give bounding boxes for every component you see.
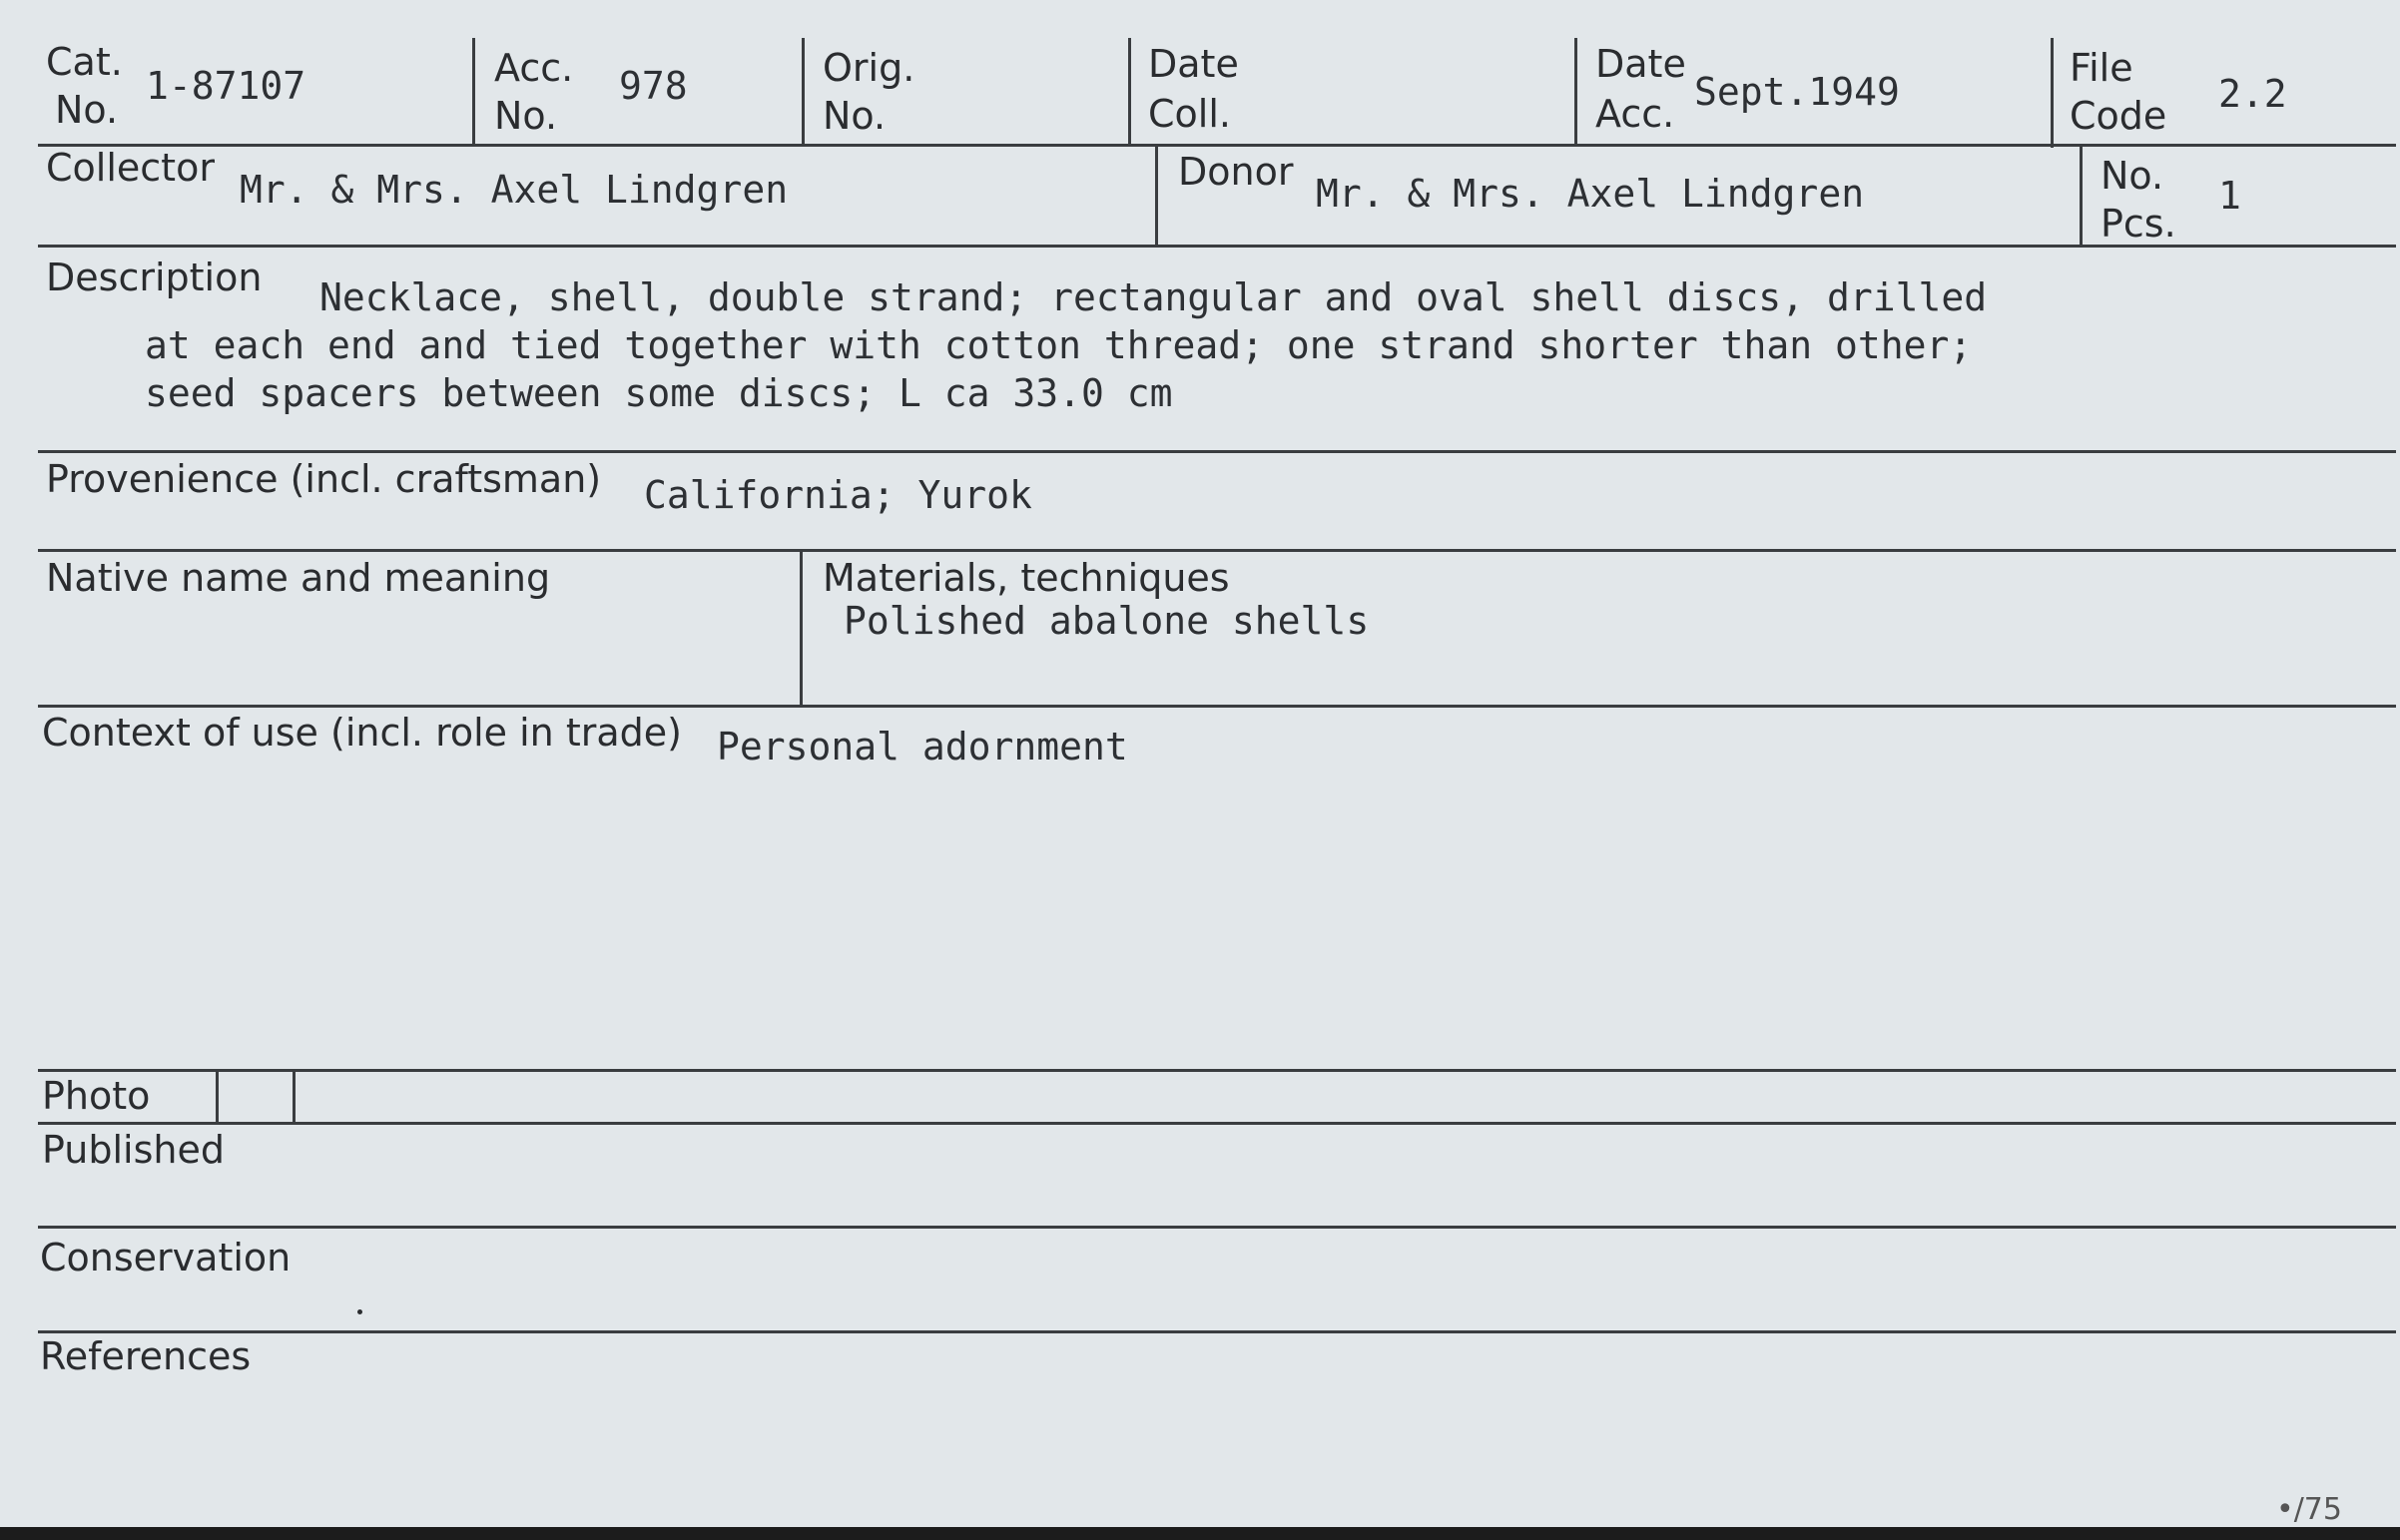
rule-context [38, 1069, 2396, 1072]
provenience-value: California; Yurok [644, 473, 1032, 517]
cat-no-label-bottom: No. [55, 88, 119, 132]
date-coll-label-bottom: Coll. [1148, 92, 1231, 136]
context-label: Context of use (incl. role in trade) [42, 711, 682, 755]
date-acc-label-bottom: Acc. [1595, 92, 1675, 136]
divider-donor-pcs [2080, 144, 2083, 248]
divider-native-materials [800, 549, 803, 708]
provenience-label: Provenience (incl. craftsman) [46, 457, 602, 501]
donor-label: Donor [1178, 150, 1294, 194]
collector-label: Collector [46, 146, 215, 190]
rule-row2 [38, 245, 2396, 248]
date-coll-label-top: Date [1148, 42, 1239, 86]
materials-value: Polished abalone shells [844, 599, 1370, 643]
acc-no-label-top: Acc. [494, 46, 574, 90]
divider-dateacc-file [2051, 38, 2054, 148]
date-acc-label-top: Date [1595, 42, 1686, 86]
pcs-label-bottom: Pcs. [2100, 202, 2176, 246]
description-line-1: Necklace, shell, double strand; rectangular and oval shell discs, drilled [319, 275, 1988, 319]
acc-no-value: 978 [619, 64, 688, 108]
conservation-label: Conservation [40, 1236, 292, 1280]
corner-note: •/75 [2276, 1492, 2342, 1527]
materials-label: Materials, techniques [823, 556, 1230, 600]
divider-collector-donor [1155, 144, 1158, 248]
donor-value: Mr. & Mrs. Axel Lindgren [1316, 172, 1865, 216]
photo-label: Photo [42, 1074, 151, 1118]
rule-description [38, 450, 2396, 453]
native-name-label: Native name and meaning [46, 556, 551, 600]
divider-datecoll-dateacc [1574, 38, 1577, 144]
orig-no-label-top: Orig. [823, 46, 915, 90]
cat-no-label-top: Cat. [46, 40, 123, 84]
file-code-value: 2.2 [2218, 72, 2287, 116]
photo-box [216, 1069, 296, 1124]
description-line-2: at each end and tied together with cotton thread; one strand shorter than other; [145, 323, 1973, 367]
card-bottom-edge [0, 1527, 2400, 1540]
pcs-value: 1 [2218, 174, 2241, 218]
rule-photo [38, 1122, 2396, 1125]
stray-dot [357, 1309, 362, 1314]
acc-no-label-bottom: No. [494, 94, 558, 138]
collector-value: Mr. & Mrs. Axel Lindgren [240, 168, 789, 212]
rule-published [38, 1226, 2396, 1229]
file-code-label-top: File [2070, 46, 2133, 90]
divider-acc-orig [802, 38, 805, 144]
pcs-label-top: No. [2100, 154, 2164, 198]
divider-cat-acc [472, 38, 475, 144]
file-code-label-bottom: Code [2070, 94, 2167, 138]
rule-provenience [38, 549, 2396, 552]
rule-top [38, 144, 2396, 147]
description-label: Description [46, 256, 263, 299]
references-label: References [40, 1334, 252, 1378]
rule-conservation [38, 1330, 2396, 1333]
date-acc-value: Sept.1949 [1694, 70, 1900, 114]
rule-materials [38, 705, 2396, 708]
cat-no-value: 1-87107 [146, 64, 306, 108]
orig-no-label-bottom: No. [823, 94, 887, 138]
divider-orig-datecoll [1128, 38, 1131, 144]
published-label: Published [42, 1128, 225, 1172]
description-line-3: seed spacers between some discs; L ca 33.0 cm [145, 371, 1173, 415]
context-value: Personal adornment [717, 725, 1128, 769]
